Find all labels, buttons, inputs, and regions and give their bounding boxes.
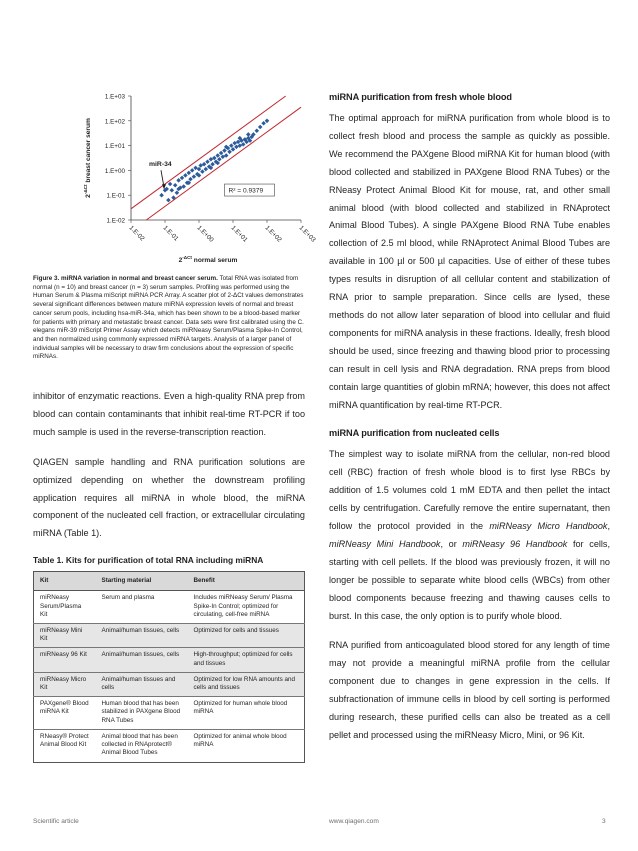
data-point (159, 193, 164, 198)
table-row (34, 648, 305, 672)
scatter-chart (33, 88, 317, 266)
table-title: Table 1. Kits for purification of total RNA including miRNA (33, 555, 264, 566)
data-point (204, 167, 209, 172)
table-cell-kit: RNeasy® Protect Animal Blood Kit (34, 729, 96, 762)
data-point (258, 125, 263, 130)
table-cell-material: Animal blood that has been collected in RNAprotect® Animal Blood Tubes (96, 729, 188, 762)
data-point (176, 178, 181, 183)
data-point (187, 171, 192, 176)
table-row (34, 697, 305, 730)
scatter-plot-svg (33, 88, 317, 266)
table-cell-kit: miRNeasy Micro Kit (34, 672, 96, 696)
r-squared-label: R² = 0.9379 (228, 187, 264, 195)
x-tick-label: 1.E-02 (127, 224, 146, 243)
right-paragraph-3: RNA purified from anticoagulated blood stored for any length of time may not provide a meaningful miRNA profile from the cellular component due to changes in gene expression in the cells. If subfractionation of immune cells in blood by cell sorting is performed during research, these purified cells can also be treated as a cell pellet and processed using the miRNeasy Micro, Mini, or 96 Kit. (329, 640, 610, 740)
data-point (200, 169, 205, 174)
x-tick-label: 1.E+00 (195, 224, 215, 244)
table-cell-material: Serum and plasma (96, 591, 188, 624)
data-point (246, 132, 251, 137)
y-tick-label: 1.E-02 (106, 217, 125, 225)
data-point (205, 159, 210, 164)
left-body (33, 388, 305, 763)
data-point (192, 174, 197, 179)
table-cell-material: Animal/human tissues, cells (96, 648, 188, 672)
kits-table (33, 571, 305, 762)
table-cell-material: Animal/human tissues and cells (96, 672, 188, 696)
table-row (34, 672, 305, 696)
left-paragraph-1: inhibitor of enzymatic reactions. Even a high-quality RNA prep from blood can contain contaminants that inhibit real-time RT-PCR if too much sample is used in the reverse-transcription reaction. (33, 391, 305, 437)
y-tick-label: 1.E-01 (106, 192, 125, 200)
y-tick-label: 1.E+00 (104, 167, 125, 175)
figure-caption-label: Figure 3. miRNA variation in normal and breast cancer serum. (33, 275, 218, 282)
left-column (33, 269, 305, 362)
y-tick-label: 1.E+03 (104, 93, 125, 101)
x-tick-label: 1.E-01 (161, 224, 180, 243)
table-cell-kit: miRNeasy 96 Kit (34, 648, 96, 672)
data-point (180, 176, 185, 181)
handbook-title: miRNeasy Micro Handbook (489, 521, 608, 532)
text-run: for cells, starting with cell pellets. If the blood was previously frozen, it will no longer be possible to separate white blood cells (WBCs) from other blood components because freezing and thawing causes cells to burst. In this case, the only option is to purify whole blood. (329, 538, 610, 621)
table-row (34, 591, 305, 624)
y-tick-label: 1.E+02 (104, 118, 125, 126)
x-tick-label: 1.E+03 (297, 224, 317, 244)
table-cell-benefit: High-throughput; optimized for cells and tissues (188, 648, 305, 672)
section-heading-fresh-blood: miRNA purification from fresh whole blood (329, 92, 512, 102)
table-cell-benefit: Optimized for animal whole blood miRNA (188, 729, 305, 762)
table-row (34, 729, 305, 762)
figure-caption (33, 275, 305, 362)
data-point (183, 173, 188, 178)
column-header-benefit: Benefit (188, 572, 305, 591)
table-cell-kit: miRNeasy Serum/Plasma Kit (34, 591, 96, 624)
right-column (329, 92, 610, 757)
x-axis-label: $2^{-\Delta Ct}$ normal serum (178, 255, 238, 264)
data-point (265, 119, 270, 124)
left-paragraph-2: QIAGEN sample handling and RNA purification solutions are optimized depending on whether the downstream profiling application requires all miRNA in whole blood, the miRNA component of the nucleated cell fraction, or extracellular circulating miRNA (Table 1). (33, 456, 305, 539)
figure-caption-text: Total RNA was isolated from normal (n = 10) and breast cancer (n = 3) serum samples. Profiling was performed using the Human Serum & Plasma miScript miRNA PCR Array. A scatter plot of 2-ΔCt values demonstrates several significant differences between mature miRNA expression levels of normal and breast cancer serum pools, including hsa-miR-34a, which has been shown to be a blood-based marker for patients with primary and metastatic breast cancer. Data sets were first calibrated using the C. elegans miR-39 miScript Primer Assay which detects miRNeasy Serum/Plasma Spike-In Control, and then normalized using commonly expressed miRNA targets. Analysis of a larger panel of individual samples will be necessary to draw firm conclusions about the expression of specific miRNAs. (33, 275, 304, 361)
footer-page-number: 3 (602, 818, 606, 825)
table-cell-kit: PAXgene® Blood miRNA Kit (34, 697, 96, 730)
data-point (261, 121, 266, 126)
right-paragraph-2 (329, 446, 610, 625)
text-run: , or (440, 538, 463, 549)
handbook-title: miRNeasy Mini Handbook (329, 538, 441, 549)
table-header-row (34, 572, 305, 591)
data-point (173, 183, 178, 188)
text-run: , (607, 521, 610, 532)
column-header-starting-material: Starting material (96, 572, 188, 591)
data-point (166, 198, 171, 203)
right-paragraph-1: The optimal approach for miRNA purification from whole blood is to collect fresh blood and process the sample as quickly as possible. We recommend the PAXgene Blood miRNA Kit for human blood (with blood collected and stabilized in PAXgene Blood RNA Tubes) or the RNeasy Protect Animal Blood Kit for mouse, rat, and other small animal blood (with blood collected and stabilized in RNAprotect Animal Blood Tubes). A single PAXgene Blood RNA Tube enables collection of 2.5 ml blood, while RNAprotect Animal Blood Tubes are available in 100 µl or 500 µl capacities. Use of either of these tubes types results in disruption of all cellular content and stabilization of RNA prior to sample preparation. Since cells are lysed, these methods do not allow later separation of blood into cellular and fluid components for miRNA analysis in these fractions. Ideally, fresh blood should be used, since freezing and thawing blood prior to processing can result in cell lysis and RNA degradation. RNA preps from blood contain large quantities of globin mRNA; however, this does not affect miRNA quantification by real-time RT-PCR. (329, 113, 610, 410)
data-point (255, 128, 260, 133)
table-cell-benefit: Includes miRNeasy Serum/ Plasma Spike-In Control; optimized for circulating, cell-free miRNA (188, 591, 305, 624)
x-tick-label: 1.E+02 (263, 224, 283, 244)
text-run: The simplest way to isolate miRNA from the cellular, non-red blood cell (RBC) fraction of fresh whole blood is to first lyse RBCs by addition of 1.5 volumes cold 1 mM EDTA and then pellet the intact cells by centrifugation. Carefully remove the entire supernatant, then follow the protocol provided in the (329, 449, 610, 532)
column-header-kit: Kit (34, 572, 96, 591)
handbook-title: miRNeasy 96 Handbook (462, 538, 568, 549)
data-point (170, 188, 175, 193)
data-point (168, 182, 173, 187)
table-row (34, 624, 305, 648)
footer-url: www.qiagen.com (329, 818, 379, 825)
annotation-label: miR-34 (149, 161, 172, 169)
table-cell-material: Animal/human tissues, cells (96, 624, 188, 648)
table-cell-kit: miRNeasy Mini Kit (34, 624, 96, 648)
table-cell-benefit: Optimized for low RNA amounts and cells and tissues (188, 672, 305, 696)
table-cell-benefit: Optimized for human whole blood miRNA (188, 697, 305, 730)
data-point (190, 168, 195, 173)
table-cell-benefit: Optimized for cells and tissues (188, 624, 305, 648)
table-cell-material: Human blood that has been stabilized in PAXgene Blood RNA Tubes (96, 697, 188, 730)
section-heading-nucleated-cells: miRNA purification from nucleated cells (329, 428, 500, 439)
footer-left: Scientific article (33, 818, 79, 825)
x-tick-label: 1.E+01 (229, 224, 249, 244)
y-axis-label: $2^{-\Delta Ct}$ breast cancer serum (83, 118, 92, 198)
y-tick-label: 1.E+01 (104, 143, 125, 151)
